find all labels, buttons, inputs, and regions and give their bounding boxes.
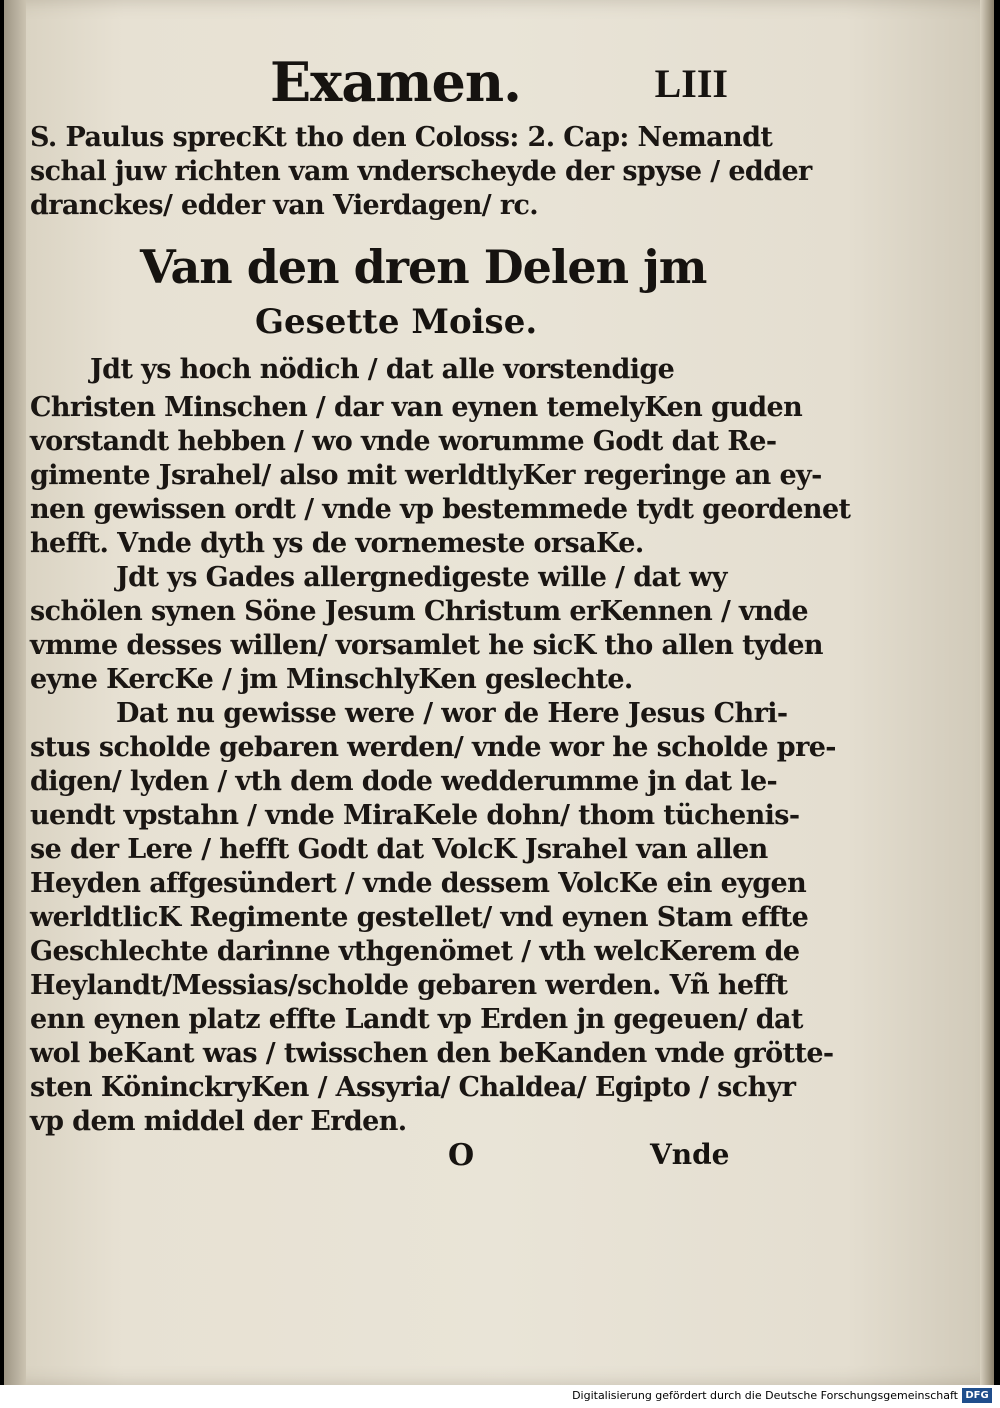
text-line: Christen Minschen / dar van eynen temelyKen guden — [30, 392, 803, 423]
text-line: Jdt ys Gades allergnedigeste wille / dat wy — [116, 562, 727, 593]
text-line: schölen synen Söne Jesum Christum erKennen / vnde — [30, 596, 808, 627]
text-line: schal juw richten vam vnderscheyde der spyse / edder — [30, 156, 812, 187]
text-line: enn eynen platz effte Landt vp Erden jn gegeuen/ dat — [30, 1004, 803, 1035]
text-line: werldtlicK Regimente gestellet/ vnd eynen Stam effte — [30, 902, 809, 933]
text-line: Heyden affgesündert / vnde dessem VolcKe ein eygen — [30, 868, 807, 899]
funding-credit: Digitalisierung gefördert durch die Deutsche Forschungsgemeinschaft — [572, 1389, 958, 1402]
text-line: se der Lere / hefft Godt dat VolcK Jsrahel van allen — [30, 834, 768, 865]
section-heading: Van den dren Delen jm — [140, 240, 707, 294]
running-head — [270, 50, 738, 120]
running-title: Examen. — [270, 50, 521, 114]
text-line: wol beKant was / twisschen den beKanden vnde grötte- — [30, 1038, 834, 1069]
section-subheading: Gesette Moise. — [255, 302, 538, 342]
folio-number: LIII — [654, 61, 728, 106]
text-line: Heylandt/Messias/scholde gebaren werden. Vñ hefft — [30, 970, 788, 1001]
text-line: vorstandt hebben / wo vnde worumme Godt dat Re- — [30, 426, 777, 457]
text-line: dranckes/ edder van Vierdagen/ rc. — [30, 190, 539, 221]
text-line: Geschlechte darinne vthgenömet / vth welcKerem de — [30, 936, 800, 967]
text-line: digen/ lyden / vth dem dode wedderumme jn dat le- — [30, 766, 778, 797]
footer-bar — [0, 1385, 1000, 1408]
text-line: uendt vpstahn / vnde MiraKele dohn/ thom tüchenis- — [30, 800, 800, 831]
signature-mark: O — [448, 1138, 475, 1173]
page-gutter-shadow — [4, 0, 26, 1385]
text-line: vp dem middel der Erden. — [30, 1106, 407, 1137]
text-line: gimente Jsrahel/ also mit werldtlyKer regeringe an ey- — [30, 460, 822, 491]
text-line: vmme desses willen/ vorsamlet he sicK tho allen tyden — [30, 630, 823, 661]
dfg-logo[interactable]: DFG — [962, 1388, 992, 1403]
text-line: sten KöninckryKen / Assyria/ Chaldea/ Egipto / schyr — [30, 1072, 796, 1103]
text-line: eyne KercKe / jm MinschlyKen geslechte. — [30, 664, 633, 695]
catchword: Vnde — [650, 1138, 730, 1171]
text-line: S. Paulus sprecKt tho den Coloss: 2. Cap: Nemandt — [30, 122, 773, 153]
text-line: Dat nu gewisse were / wor de Here Jesus Chri- — [116, 698, 788, 729]
text-line: hefft. Vnde dyth ys de vornemeste orsaKe. — [30, 528, 644, 559]
page-edge-shadow — [980, 0, 994, 1385]
text-line: Jdt ys hoch nödich / dat alle vorstendige — [90, 354, 675, 385]
text-line: nen gewissen ordt / vnde vp bestemmede tydt geordenet — [30, 494, 851, 525]
text-line: stus scholde gebaren werden/ vnde wor he scholde pre- — [30, 732, 836, 763]
